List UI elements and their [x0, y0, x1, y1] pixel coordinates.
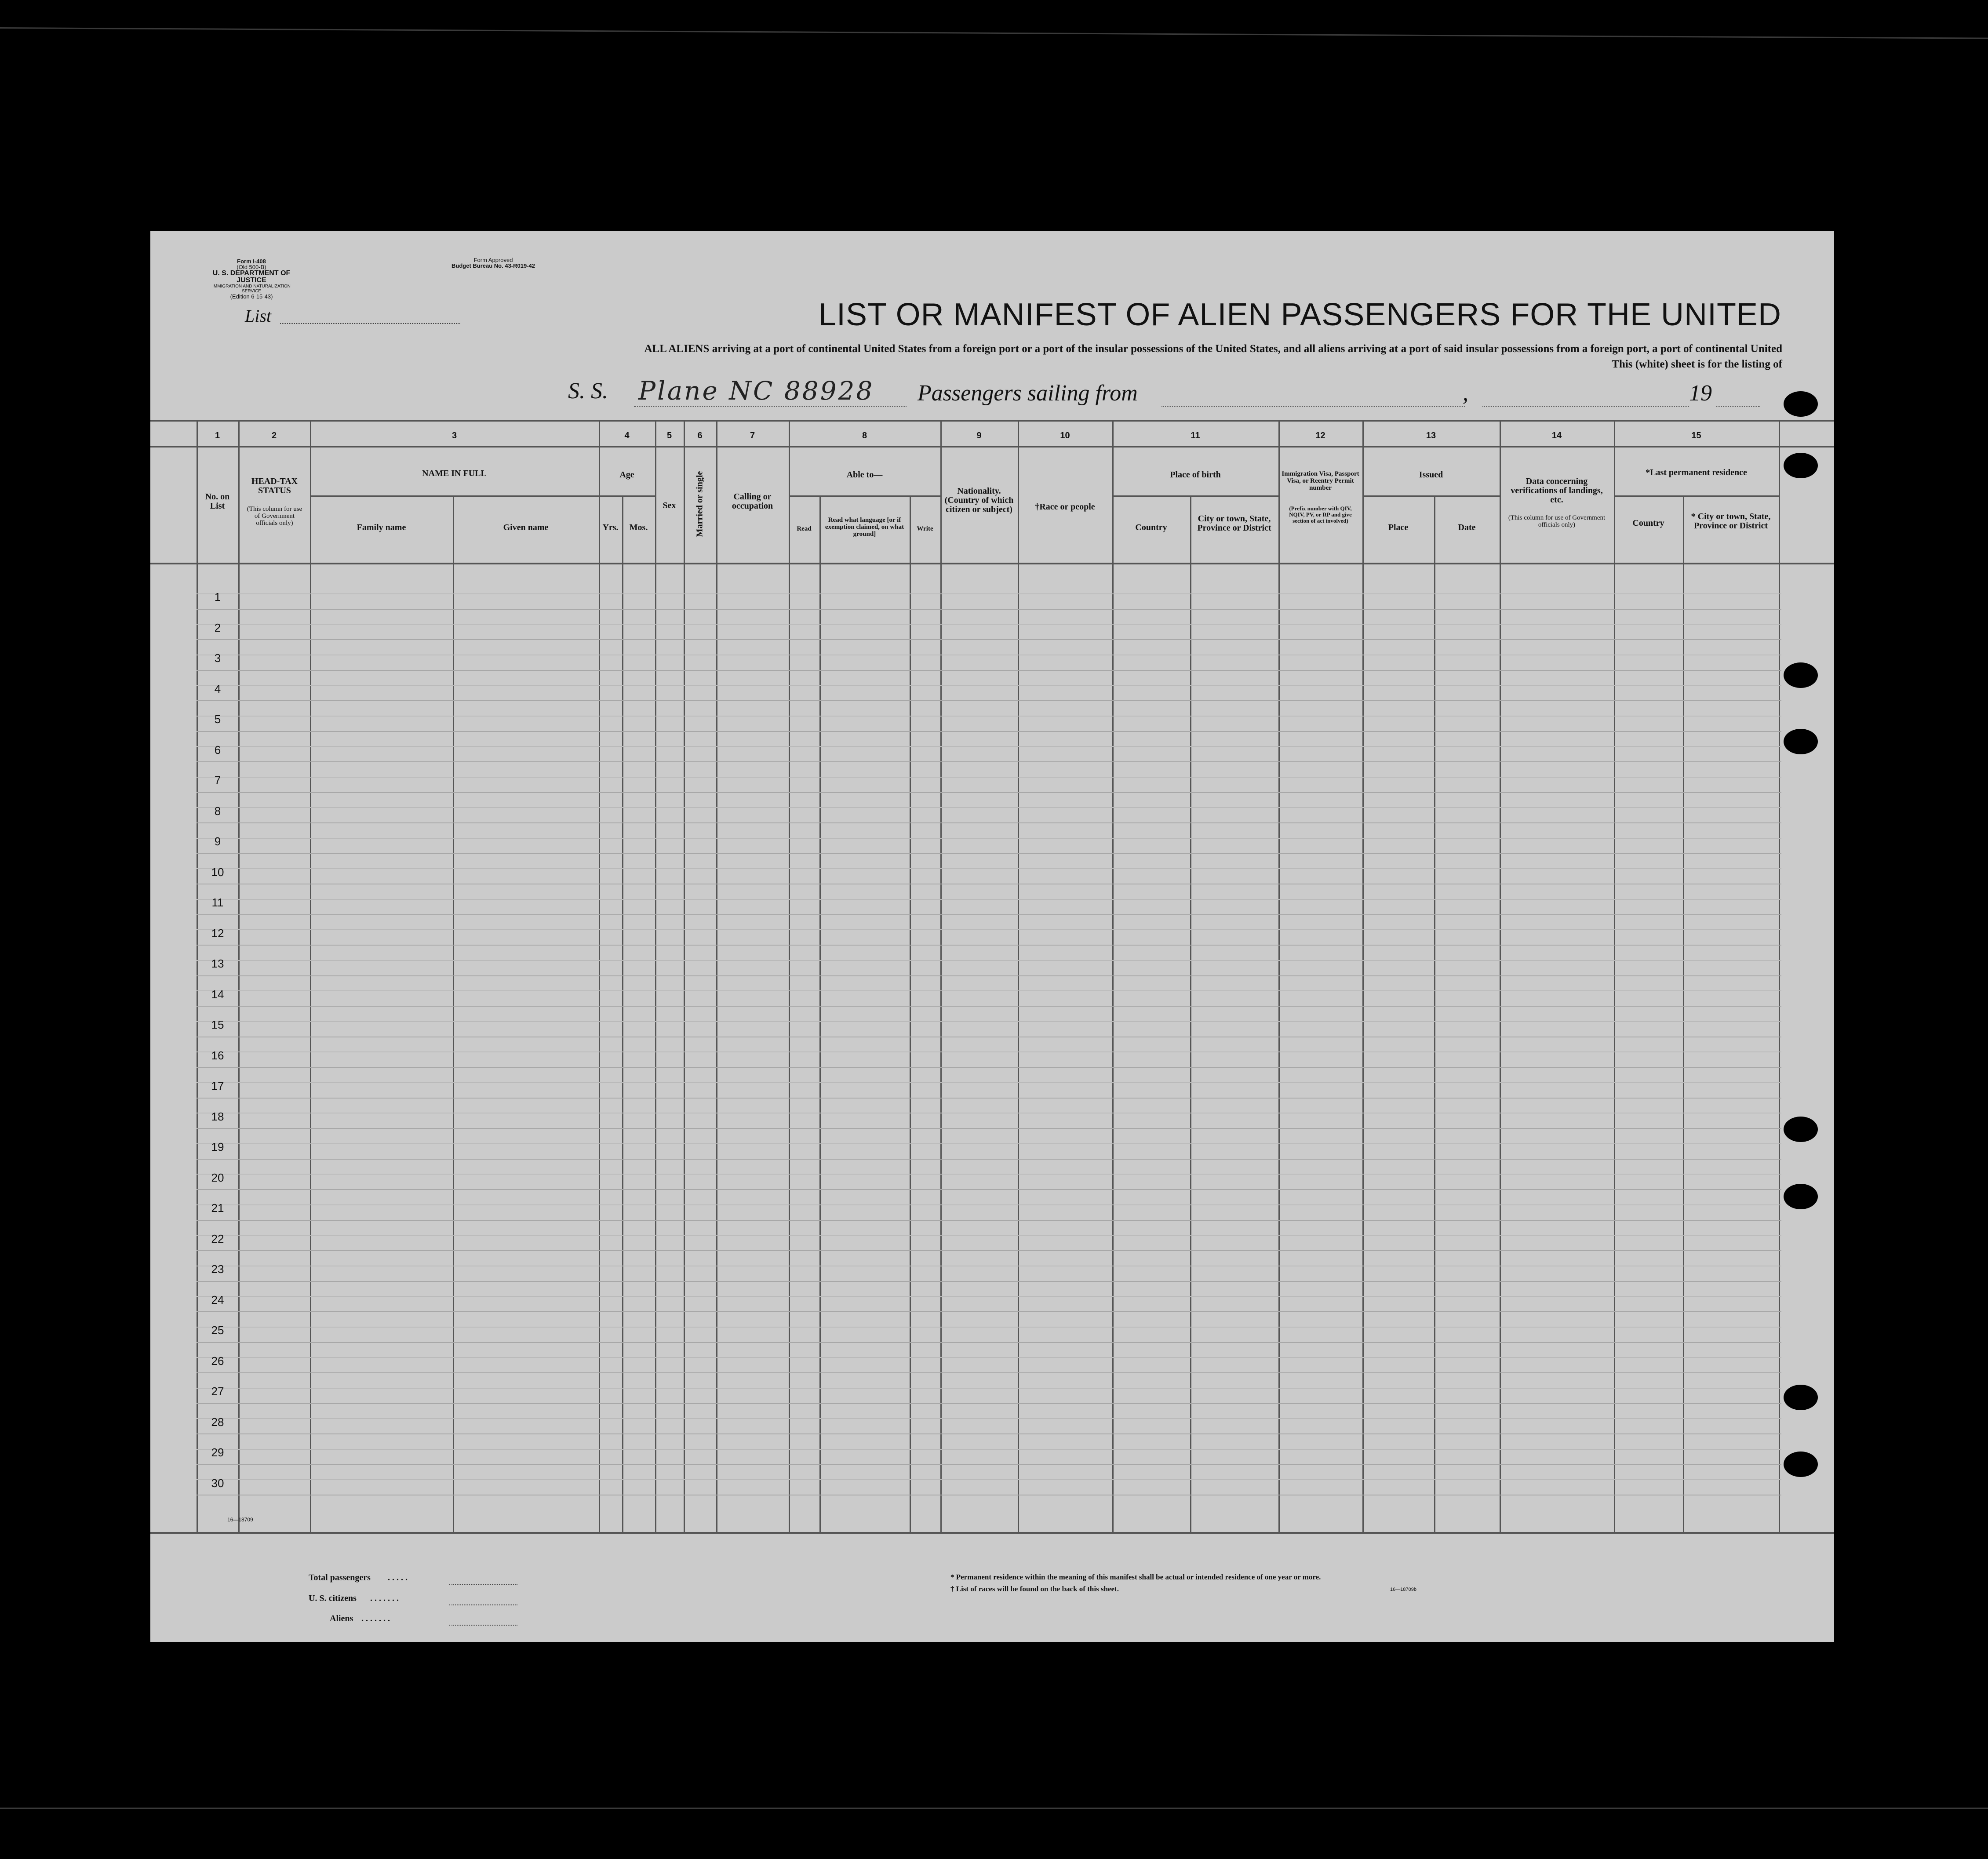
- header-no-on-list: No. on List: [205, 492, 230, 511]
- header-read-language: Read what language [or if exemption claimed, on what ground]: [825, 517, 904, 538]
- vessel-name-line: [634, 406, 907, 407]
- budget-number: Budget Bureau No. 43-R019-42: [451, 262, 535, 269]
- colnum-3: 3: [451, 431, 457, 440]
- col-line-12: [910, 495, 911, 1533]
- row-number: 8: [214, 804, 221, 818]
- row-half-rule: [197, 777, 1781, 778]
- row-rule: [197, 1067, 1781, 1068]
- row-rule: [197, 731, 1781, 732]
- header-yrs: Yrs.: [602, 523, 619, 532]
- row-rule: [197, 1006, 1781, 1007]
- issued-subrule: [1362, 495, 1500, 497]
- birth-subrule: [1112, 495, 1278, 497]
- row-half-rule: [197, 1235, 1781, 1236]
- colnum-1: 1: [215, 431, 220, 440]
- edition: (Edition 6-15-43): [230, 293, 273, 300]
- col-line-14: [1018, 420, 1019, 1533]
- row-number: 13: [211, 957, 224, 970]
- row-half-rule: [197, 685, 1781, 686]
- punch-hole: [1784, 453, 1818, 478]
- row-half-rule: [197, 1082, 1781, 1083]
- us-citizens-line: [449, 1604, 517, 1605]
- table-bottom-rule: [150, 1532, 1834, 1534]
- row-half-rule: [197, 1296, 1781, 1297]
- row-half-rule: [197, 1051, 1781, 1052]
- row-rule: [197, 1464, 1781, 1465]
- row-number: 1: [214, 590, 221, 604]
- form-id-block: [203, 258, 300, 299]
- punch-hole: [1784, 662, 1818, 688]
- header-visa-note: (Prefix number with QIV, NQIV, PV, or RP and give section of act involved): [1289, 505, 1352, 524]
- header-birth-country: Country: [1135, 523, 1167, 532]
- row-number: 3: [214, 651, 221, 665]
- header-bottom-rule: [150, 563, 1834, 564]
- col-line-23: [1779, 420, 1780, 1533]
- row-rule: [197, 975, 1781, 976]
- colnum-rule: [150, 446, 1834, 447]
- header-mos: Mos.: [629, 523, 648, 532]
- col-line-13: [940, 420, 942, 1533]
- row-rule: [197, 1098, 1781, 1099]
- colnum-12: 12: [1315, 431, 1325, 440]
- row-number: 24: [211, 1293, 224, 1306]
- col-line-2: [238, 420, 240, 1533]
- row-number: 16: [211, 1048, 224, 1062]
- manifest-subtitle-2: This (white) sheet is for the listing of: [1612, 358, 1782, 370]
- row-number: 7: [214, 774, 221, 787]
- header-issued-date: Date: [1458, 523, 1476, 532]
- col-line-6: [622, 495, 623, 1533]
- colnum-13: 13: [1426, 431, 1436, 440]
- row-number: 26: [211, 1354, 224, 1368]
- col-line-11: [819, 495, 821, 1533]
- row-rule: [197, 609, 1781, 610]
- row-rule: [197, 761, 1781, 762]
- row-number: 30: [211, 1476, 224, 1490]
- col-line-20: [1500, 420, 1501, 1533]
- row-number: 21: [211, 1201, 224, 1215]
- header-last-residence: *Last permanent residence: [1646, 468, 1747, 477]
- colnum-2: 2: [271, 431, 277, 440]
- row-rule: [197, 1342, 1781, 1343]
- punch-hole: [1784, 729, 1818, 754]
- manifest-title: LIST OR MANIFEST OF ALIEN PASSENGERS FOR THE UNITED: [818, 297, 1781, 332]
- row-half-rule: [197, 746, 1781, 747]
- row-rule: [197, 639, 1781, 640]
- colnum-14: 14: [1551, 431, 1562, 440]
- residence-subrule: [1614, 495, 1779, 497]
- col-line-4: [453, 495, 454, 1533]
- col-line-1: [197, 420, 198, 1533]
- row-half-rule: [197, 1449, 1781, 1450]
- row-half-rule: [197, 1327, 1781, 1328]
- row-number: 19: [211, 1140, 224, 1153]
- row-number: 27: [211, 1385, 224, 1398]
- row-number: 18: [211, 1110, 224, 1123]
- row-number: 29: [211, 1446, 224, 1459]
- header-data-concerning: Data concerning verifications of landings, etc.: [1511, 477, 1603, 505]
- row-number: 17: [211, 1079, 224, 1092]
- row-half-rule: [197, 1418, 1781, 1419]
- colnum-4: 4: [624, 431, 630, 440]
- row-half-rule: [197, 1204, 1781, 1205]
- scanner-frame-bottom-line: [0, 1808, 1988, 1809]
- col-line-10: [789, 420, 790, 1533]
- row-half-rule: [197, 1357, 1781, 1358]
- colnum-15: 15: [1691, 431, 1701, 440]
- col-line-21: [1614, 420, 1615, 1533]
- sailing-port-line: [1161, 406, 1465, 407]
- header-place-of-birth: Place of birth: [1170, 470, 1221, 480]
- vessel-name-handwritten: Plane NC 88928: [638, 376, 874, 406]
- row-number: 4: [214, 682, 221, 695]
- footnote-permanent-residence: * Permanent residence within the meaning of this manifest shall be actual or intended residence of one year or more.: [950, 1573, 1321, 1581]
- printer-mark: 16—18709: [227, 1517, 253, 1523]
- header-residence-city: * City or town, State, Province or District: [1691, 512, 1771, 531]
- row-rule: [197, 1189, 1781, 1190]
- colnum-5: 5: [666, 431, 672, 440]
- row-rule: [197, 1403, 1781, 1404]
- row-rule: [197, 822, 1781, 823]
- header-family-name: Family name: [357, 523, 406, 532]
- col-line-22: [1683, 495, 1684, 1533]
- row-rule: [197, 1311, 1781, 1312]
- row-half-rule: [197, 899, 1781, 900]
- manifest-sheet: [150, 231, 1834, 1642]
- colnum-6: 6: [697, 431, 703, 440]
- col-line-7: [655, 420, 656, 1533]
- row-number: 2: [214, 621, 221, 634]
- row-half-rule: [197, 1174, 1781, 1175]
- header-sex: Sex: [663, 501, 676, 510]
- row-half-rule: [197, 1021, 1781, 1022]
- aliens-label: Aliens: [330, 1614, 353, 1623]
- colnum-9: 9: [976, 431, 982, 440]
- row-number: 22: [211, 1232, 224, 1245]
- row-rule: [197, 853, 1781, 854]
- col-line-5: [599, 420, 600, 1533]
- col-line-15: [1112, 420, 1114, 1533]
- footnote-races: † List of races will be found on the back of this sheet.: [950, 1585, 1119, 1593]
- punch-hole: [1784, 1452, 1818, 1477]
- colnum-7: 7: [750, 431, 755, 440]
- row-rule: [197, 1159, 1781, 1160]
- vessel-prefix: S. S.: [568, 378, 608, 404]
- year-line: [1716, 406, 1760, 407]
- header-nationality: Nationality. (Country of which citizen or subject): [944, 486, 1014, 514]
- total-passengers-dots: . . . . .: [388, 1573, 408, 1583]
- row-rule: [197, 945, 1781, 946]
- punch-hole: [1784, 1385, 1818, 1410]
- punch-hole: [1784, 391, 1818, 417]
- row-number: 10: [211, 865, 224, 879]
- row-half-rule: [197, 1388, 1781, 1389]
- col-line-19: [1434, 495, 1435, 1533]
- row-rule: [197, 1220, 1781, 1221]
- row-rule: [197, 700, 1781, 701]
- header-race: †Race or people: [1035, 502, 1095, 512]
- total-passengers-line: [449, 1584, 517, 1585]
- name-subrule: [310, 495, 599, 497]
- year-prefix: 19: [1689, 381, 1712, 406]
- row-half-rule: [197, 1143, 1781, 1144]
- col-line-3: [310, 420, 311, 1533]
- row-number: 14: [211, 987, 224, 1001]
- row-half-rule: [197, 929, 1781, 930]
- header-write: Write: [917, 525, 933, 532]
- col-line-17: [1278, 420, 1280, 1533]
- row-half-rule: [197, 990, 1781, 991]
- form-number: Form I-408: [237, 258, 266, 265]
- approval-block: [432, 257, 555, 269]
- row-rule: [197, 792, 1781, 793]
- list-number-line: [280, 323, 460, 324]
- header-married-single: Married or single: [695, 471, 705, 537]
- sailing-from-label: Passengers sailing from: [918, 381, 1138, 406]
- col-line-8: [684, 420, 685, 1533]
- header-able-to: Able to—: [846, 470, 883, 480]
- us-citizens-dots: . . . . . . .: [370, 1593, 399, 1603]
- row-half-rule: [197, 624, 1781, 625]
- sailing-date-line: [1482, 406, 1689, 407]
- row-rule: [197, 914, 1781, 915]
- us-citizens-label: U. S. citizens: [309, 1593, 357, 1603]
- header-residence-country: Country: [1632, 518, 1664, 528]
- row-number: 5: [214, 713, 221, 726]
- header-visa: Immigration Visa, Passport Visa, or Reentry Permit number: [1282, 470, 1359, 491]
- header-issued-place: Place: [1388, 523, 1409, 532]
- colnum-10: 10: [1060, 431, 1070, 440]
- row-number: 28: [211, 1415, 224, 1429]
- comma-separator: ,: [1463, 381, 1468, 406]
- punch-hole: [1784, 1184, 1818, 1209]
- row-number: 12: [211, 926, 224, 940]
- colnum-8: 8: [862, 431, 867, 440]
- row-half-rule: [197, 960, 1781, 961]
- row-number: 9: [214, 835, 221, 848]
- col-line-18: [1362, 420, 1364, 1533]
- row-half-rule: [197, 868, 1781, 869]
- row-half-rule: [197, 1479, 1781, 1480]
- header-head-tax-note: (This column for use of Government officials only): [247, 506, 302, 527]
- age-subrule: [599, 495, 656, 497]
- able-subrule: [789, 495, 940, 497]
- aliens-line: [449, 1625, 517, 1626]
- punch-hole: [1784, 1117, 1818, 1142]
- aliens-dots: . . . . . . .: [361, 1614, 390, 1623]
- row-number: 11: [211, 896, 224, 909]
- table-top-rule: [150, 420, 1834, 422]
- old-form-number: (Old 500-B): [237, 264, 266, 270]
- row-half-rule: [197, 716, 1781, 717]
- row-half-rule: [197, 593, 1781, 594]
- header-data-note: (This column for use of Government officials only): [1508, 514, 1606, 528]
- service-name: IMMIGRATION AND NATURALIZATION SERVICE: [212, 284, 291, 294]
- header-calling: Calling or occupation: [732, 492, 773, 511]
- total-passengers-label: Total passengers: [309, 1573, 371, 1583]
- row-number: 6: [214, 743, 221, 757]
- header-issued: Issued: [1419, 470, 1443, 480]
- row-rule: [197, 1433, 1781, 1434]
- header-age: Age: [619, 470, 634, 480]
- row-number: 23: [211, 1262, 224, 1276]
- col-line-9: [716, 420, 717, 1533]
- form-approved: Form Approved: [473, 257, 513, 263]
- row-number: 20: [211, 1171, 224, 1184]
- header-read: Read: [797, 525, 812, 532]
- row-rule: [197, 670, 1781, 671]
- row-rule: [197, 1250, 1781, 1251]
- row-half-rule: [197, 838, 1781, 839]
- header-birth-city: City or town, State, Province or District: [1197, 514, 1271, 533]
- department-name: U. S. DEPARTMENT OF JUSTICE: [212, 269, 291, 284]
- col-line-16: [1190, 495, 1191, 1533]
- printer-mark-2: 16—18709b: [1390, 1587, 1416, 1592]
- colnum-11: 11: [1191, 431, 1200, 440]
- header-name-in-full: NAME IN FULL: [422, 469, 487, 478]
- row-number: 25: [211, 1324, 224, 1337]
- row-rule: [197, 1128, 1781, 1129]
- row-half-rule: [197, 807, 1781, 808]
- scanner-frame-top-line: [0, 27, 1988, 39]
- header-head-tax: HEAD-TAX STATUS: [251, 477, 298, 495]
- row-number: 15: [211, 1018, 224, 1031]
- row-rule: [197, 1372, 1781, 1373]
- list-label: List: [245, 306, 272, 326]
- row-rule: [197, 1281, 1781, 1282]
- manifest-subtitle-1: ALL ALIENS arriving at a port of continental United States from a foreign port or a port of the insular possessions of the United States, and all aliens arriving at a port of said insular possessions from a foreign port, a port of continental United: [644, 343, 1782, 355]
- header-given-name: Given name: [503, 523, 549, 532]
